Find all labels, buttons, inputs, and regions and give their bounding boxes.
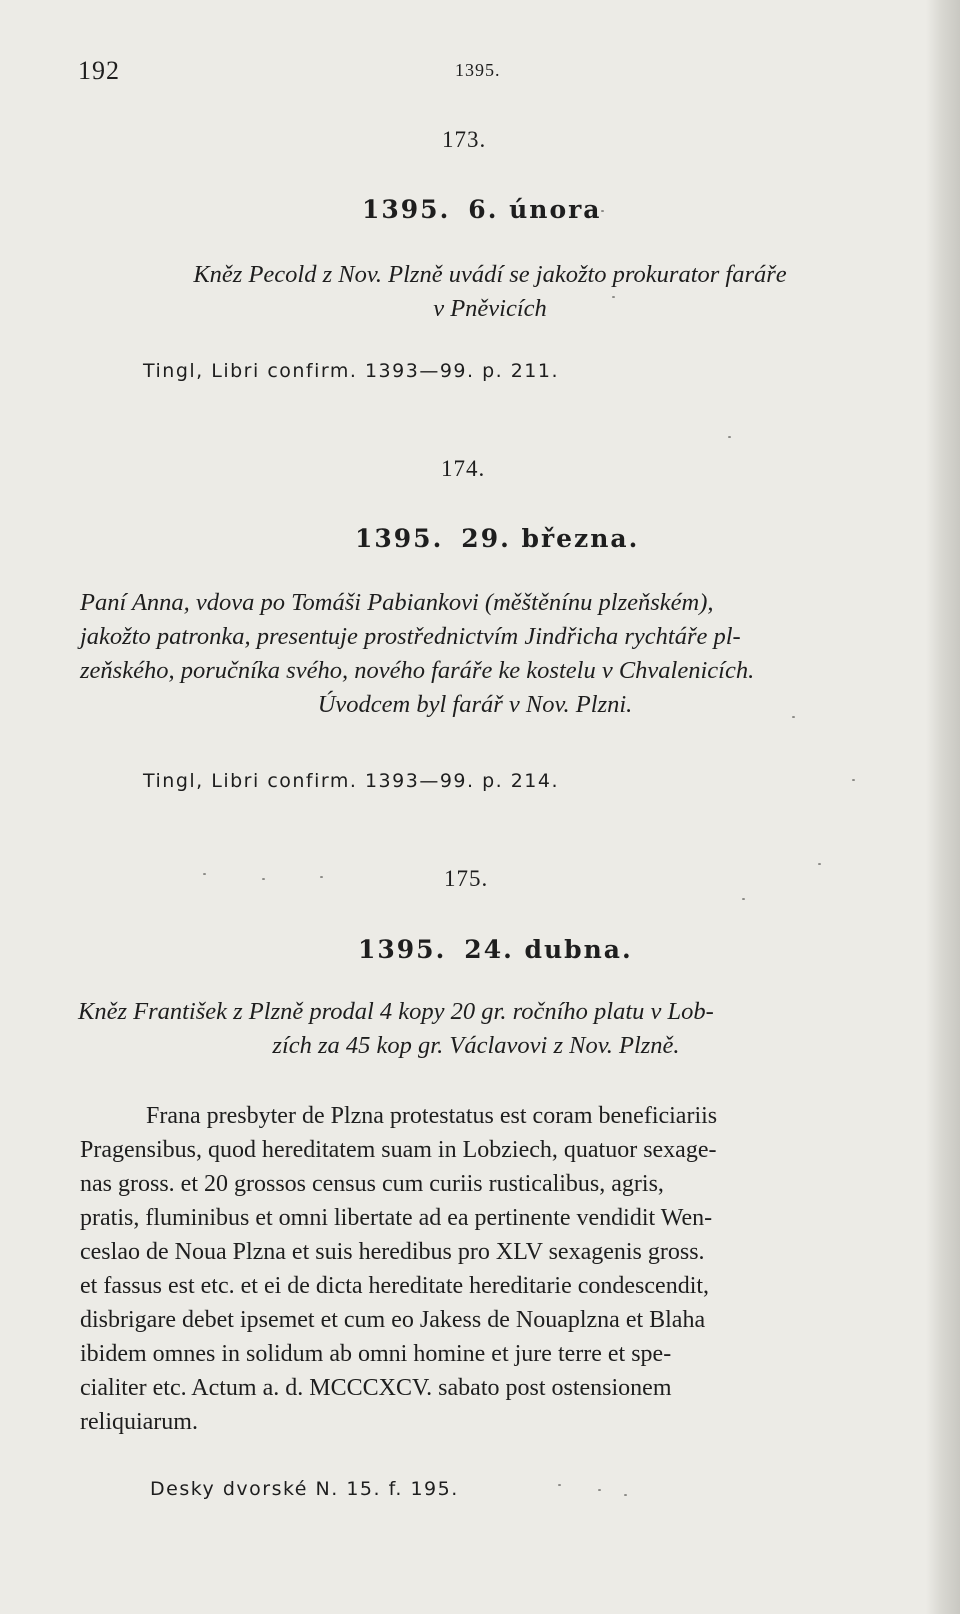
entry-174-day-month: 29. března. — [461, 524, 640, 553]
entry-175-body — [80, 1099, 875, 1439]
scan-speck — [601, 210, 604, 212]
entry-174-source: Tingl, Libri confirm. 1393—99. p. 214. — [143, 770, 560, 792]
entry-175-date — [358, 935, 633, 964]
body-line: nas gross. et 20 grossos census cum curiis rusticalibus, agris, — [80, 1171, 664, 1197]
body-line: ibidem omnes in solidum ab omni homine et jure terre et spe- — [80, 1341, 672, 1367]
regest-line: jakožto patronka, presentuje prostřednictvím Jindřicha rychtáře pl- — [80, 623, 741, 650]
scan-speck — [624, 1494, 627, 1496]
regest-line: zeňského, poručníka svého, nového faráře ke kostelu v Chvalenicích. — [80, 657, 755, 684]
regest-line: Paní Anna, vdova po Tomáši Pabiankovi (měštěnínu plzeňském), — [80, 589, 714, 616]
running-header-year: 1395. — [455, 60, 501, 80]
entry-175-source: Desky dvorské N. 15. f. 195. — [150, 1478, 459, 1500]
body-line: et fassus est etc. et ei de dicta hereditate hereditarie condescendit, — [80, 1273, 710, 1299]
entry-174-date — [355, 524, 639, 553]
regest-line: zích za 45 kop gr. Václavovi z Nov. Plzně. — [272, 1032, 680, 1059]
regest-line: Kněz Pecold z Nov. Plzně uvádí se jakožto prokurator faráře — [193, 261, 787, 288]
scan-speck — [792, 716, 795, 718]
scan-speck — [612, 296, 615, 298]
body-line: reliquiarum. — [80, 1409, 198, 1435]
body-line: ceslao de Noua Plzna et suis heredibus pro XLV sexagenis gross. — [80, 1239, 705, 1265]
body-line: Pragensibus, quod hereditatem suam in Lobziech, quatuor sexage- — [80, 1137, 717, 1163]
page-edge-shadow — [926, 0, 960, 1614]
scan-speck — [818, 863, 821, 865]
entry-174-number: 174. — [441, 456, 486, 481]
scan-speck — [262, 878, 265, 880]
body-line: disbrigare debet ipsemet et cum eo Jakess de Nouaplzna et Blaha — [80, 1307, 706, 1333]
scan-speck — [852, 779, 855, 781]
entry-173-number: 173. — [442, 127, 487, 152]
entry-173-day-month: 6. února — [468, 195, 602, 224]
entry-175-year: 1395. — [358, 935, 447, 964]
entry-175-day-month: 24. dubna. — [464, 935, 633, 964]
entry-173-regest — [110, 258, 870, 326]
entry-174-year: 1395. — [355, 524, 444, 553]
scan-speck — [742, 898, 745, 900]
scan-speck — [728, 436, 731, 438]
body-line: cialiter etc. Actum a. d. MCCCXCV. sabato post ostensionem — [80, 1375, 672, 1401]
page-number: 192 — [78, 56, 120, 85]
scan-speck — [598, 1489, 601, 1491]
regest-line: v Pněvicích — [433, 295, 547, 322]
entry-175-number: 175. — [444, 866, 489, 891]
entry-175-regest — [78, 995, 874, 1063]
entry-173-date — [362, 195, 602, 224]
entry-174-regest — [80, 586, 870, 722]
body-line: pratis, fluminibus et omni libertate ad ea pertinente vendidit Wen- — [80, 1205, 713, 1231]
entry-173-year: 1395. — [362, 195, 451, 224]
regest-line: Kněz František z Plzně prodal 4 kopy 20 gr. ročního platu v Lob- — [78, 998, 714, 1025]
entry-173-source: Tingl, Libri confirm. 1393—99. p. 211. — [143, 360, 560, 382]
scan-speck — [558, 1484, 561, 1486]
body-line: Frana presbyter de Plzna protestatus est coram beneficiariis — [146, 1103, 718, 1129]
scan-speck — [203, 873, 206, 875]
scan-speck — [320, 876, 323, 878]
regest-line: Úvodcem byl farář v Nov. Plzni. — [317, 691, 633, 718]
